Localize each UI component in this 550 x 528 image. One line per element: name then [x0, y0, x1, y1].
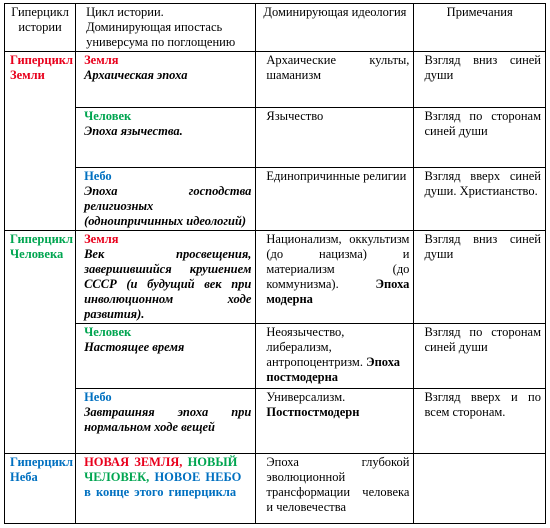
cycle-epoch: Завтрашняя эпоха при нормальном ходе вещей	[84, 405, 252, 434]
cycle-epoch: Эпоха язычества.	[84, 124, 183, 138]
table-row	[5, 108, 546, 168]
ideology-cell	[256, 324, 414, 389]
history-cycles-table-container	[4, 3, 546, 524]
new-human-text: НОВЫЙ ЧЕЛОВЕК,	[84, 455, 238, 484]
ideology-text: Единопричинные религии	[266, 169, 407, 183]
ideology-cell: Эпоха глубокой эволюционной трансформации человека и человечества	[256, 454, 414, 524]
note-cell	[414, 454, 546, 524]
table-row	[5, 454, 546, 524]
ideology-cell	[256, 168, 414, 231]
ideology-cell	[256, 389, 414, 454]
ideology-text: Неоязычество, либерализм, антропоцентризм.	[266, 325, 363, 369]
cycle-level: Небо	[84, 169, 112, 183]
cycle-epoch: Век просвещения, завершившийся крушением СССР (и будущий век при инволюционном ходе развития).	[84, 247, 252, 321]
history-cycles-table	[4, 3, 546, 524]
ideology-text: Язычество	[266, 109, 324, 123]
hypercycle-heaven: Гиперцикл Неба	[5, 454, 76, 524]
ideology-text: Архаические культы, шаманизм	[266, 53, 410, 82]
cycle-cell	[76, 168, 256, 231]
final-cycle-cell	[76, 454, 256, 524]
note-cell: Взгляд по сторонам синей души	[414, 324, 546, 389]
note-cell: Взгляд вверх синей души. Христианство.	[414, 168, 546, 231]
table-row	[5, 389, 546, 454]
table-row	[5, 168, 546, 231]
hypercycle-end-text: в конце этого гиперцикла	[84, 485, 237, 499]
table-row	[5, 324, 546, 389]
note-cell: Взгляд по сторонам синей души	[414, 108, 546, 168]
table-row	[5, 231, 546, 324]
ideology-epoch: Постпостмодерн	[266, 405, 360, 419]
ideology-epoch: Эпоха модерна	[266, 277, 410, 306]
cycle-level: Земля	[84, 232, 119, 246]
table-header-row	[5, 4, 546, 52]
cycle-level: Небо	[84, 390, 112, 404]
cycle-epoch: Архаическая эпоха	[84, 68, 188, 82]
ideology-text: Национализм, оккультизм (до нацизма) и материализм (до коммунизма).	[266, 232, 410, 291]
header-ideology: Доминирующая идеология	[256, 4, 414, 52]
cycle-cell	[76, 108, 256, 168]
header-cycle: Цикл истории. Доминирующая ипостась универсума по поглощению	[76, 4, 256, 52]
ideology-text: Универсализм.	[266, 390, 346, 404]
cycle-cell	[76, 389, 256, 454]
ideology-cell	[256, 52, 414, 108]
header-hypercycle: Гиперцикл истории	[5, 4, 76, 52]
table-row	[5, 52, 546, 108]
cycle-level: Земля	[84, 53, 119, 67]
note-cell: Взгляд вниз синей души	[414, 231, 546, 324]
hypercycle-earth: Гиперцикл Земли	[5, 52, 76, 231]
ideology-epoch: Эпоха постмодерна	[266, 355, 401, 384]
hypercycle-human: Гиперцикл Человека	[5, 231, 76, 454]
cycle-level: Человек	[84, 109, 132, 123]
note-cell: Взгляд вверх и по всем сторонам.	[414, 389, 546, 454]
new-heaven-text: НОВОЕ НЕБО	[154, 470, 242, 484]
ideology-cell	[256, 108, 414, 168]
ideology-cell	[256, 231, 414, 324]
new-earth-text: НОВАЯ ЗЕМЛЯ,	[84, 455, 183, 469]
cycle-epoch: Настоящее время	[84, 340, 185, 354]
cycle-cell	[76, 324, 256, 389]
note-cell: Взгляд вниз синей души	[414, 52, 546, 108]
cycle-epoch: Эпоха господства религиозных (одноипричинных идеологий)	[84, 184, 252, 228]
cycle-cell	[76, 52, 256, 108]
header-notes: Примечания	[414, 4, 546, 52]
cycle-cell	[76, 231, 256, 324]
cycle-level: Человек	[84, 325, 132, 339]
